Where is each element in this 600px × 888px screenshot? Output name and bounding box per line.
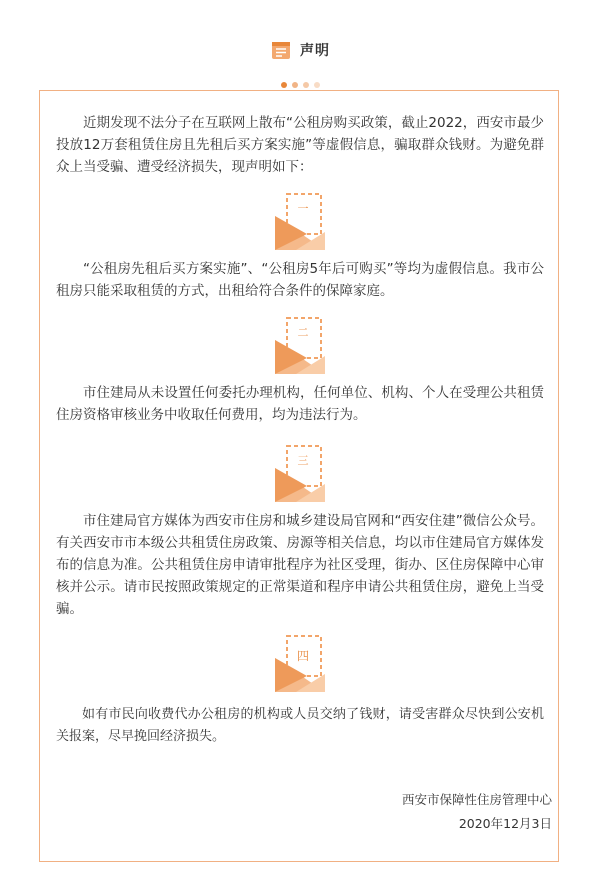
dot — [314, 82, 320, 88]
envelope-icon — [272, 192, 328, 254]
decorative-dots — [0, 82, 600, 88]
header — [0, 30, 600, 70]
paragraph-intro: 近期发现不法分子在互联网上散布“公租房购买政策，截止2022，西安市最少投放12万套租赁住房且先租后买方案实施”等虚假信息，骗取群众钱财。为避免群众上当受骗、遭受经济损失，现声明如下： — [56, 115, 544, 175]
envelope-icon — [272, 444, 328, 506]
dot — [303, 82, 309, 88]
paragraph-1: “公租房先租后买方案实施”、“公租房5年后可购买”等均为虚假信息。我市公租房只能采取租赁的方式，出租给符合条件的保障家庭。 — [56, 261, 544, 299]
envelope-icon — [272, 634, 328, 696]
dot — [281, 82, 287, 88]
section-numeral: 四 — [296, 649, 310, 663]
section-numeral: 一 — [297, 202, 309, 215]
section-numeral: 二 — [297, 326, 309, 339]
page-title: 声明 — [300, 43, 330, 59]
section-numeral: 三 — [297, 454, 309, 467]
signature-org: 西安市保障性住房管理中心 — [401, 792, 552, 807]
paragraph-2: 市住建局从未设置任何委托办理机构，任何单位、机构、个人在受理公共租赁住房资格审核业务中收取任何费用，均为违法行为。 — [56, 385, 544, 423]
dot — [292, 82, 298, 88]
document-icon — [270, 39, 292, 61]
envelope-icon — [272, 316, 328, 378]
signature-date: 2020年12月3日 — [458, 816, 552, 831]
paragraph-4: 如有市民向收费代办公租房的机构或人员交纳了钱财，请受害群众尽快到公安机关报案，尽早挽回经济损失。 — [56, 707, 544, 744]
paragraph-3: 市住建局官方媒体为西安市住房和城乡建设局官网和“西安住建”微信公众号。有关西安市市本级公共租赁住房政策、房源等相关信息，均以市住建局官方媒体发布的信息为准。公共租赁住房申请审批程序为社区受理，街办、区住房保障中心审核并公示。请市民按照政策规定的正常渠道和程序申请公共租赁住房，避免上当受骗。 — [56, 513, 544, 617]
